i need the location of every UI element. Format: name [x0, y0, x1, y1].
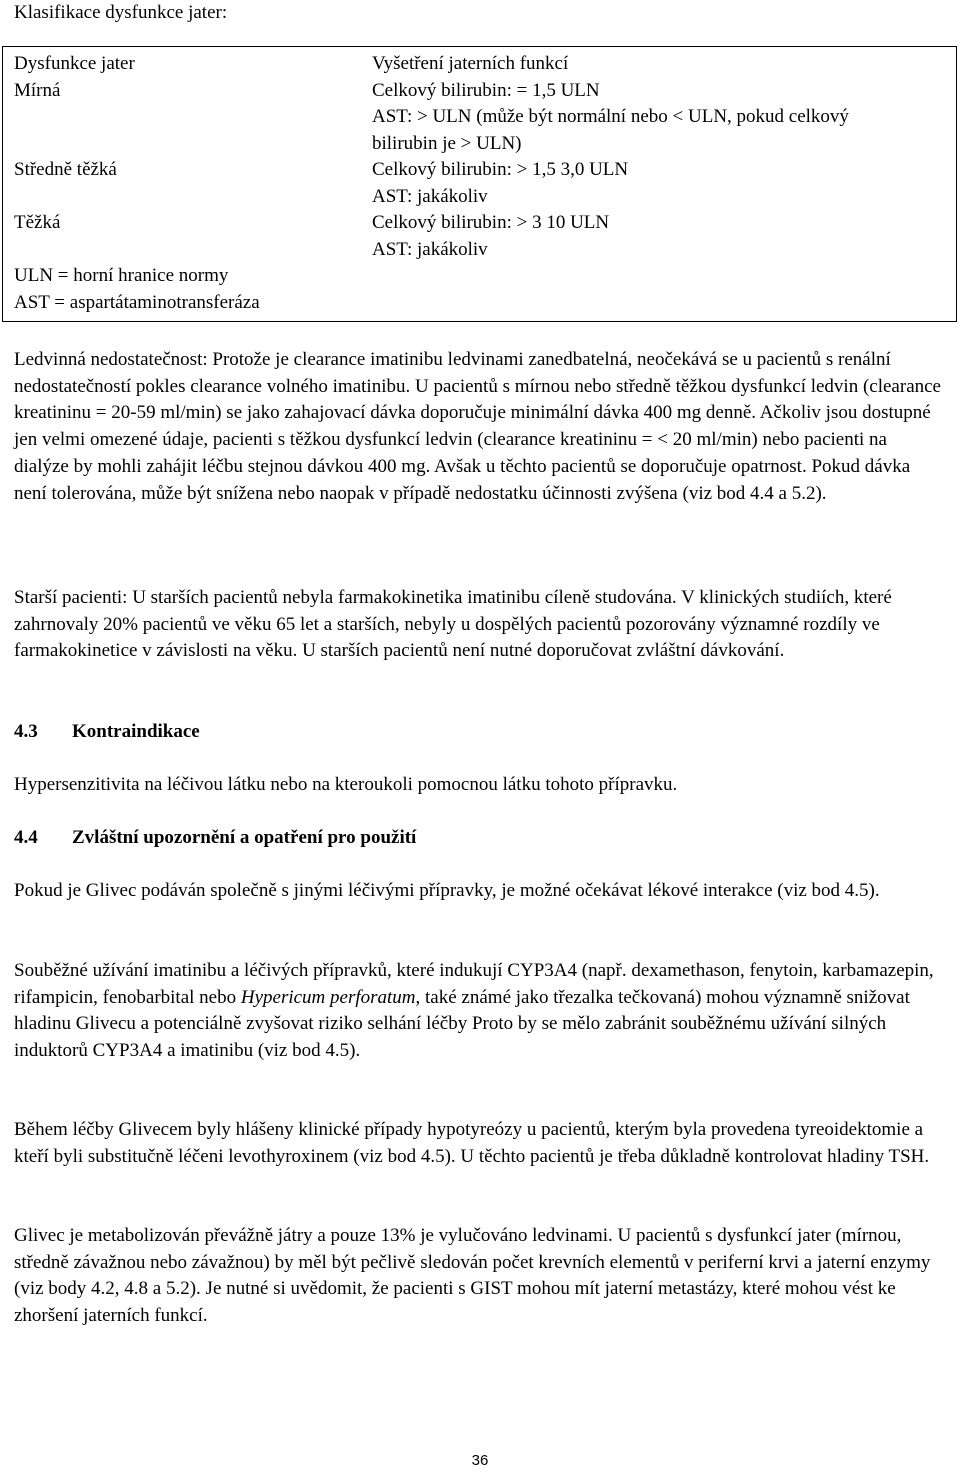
hypothyroidism-paragraph: Během léčby Glivecem byly hlášeny klinické případy hypotyreózy u pacientů, kterým byla provedena tyreoidektomie a kteří byli substitučně léčeni levothyroxinem (viz bod 4.5). U těchto pacientů je třeba důkladně kontrolovat hladiny TSH. [14, 1119, 930, 1167]
mild-line: bilirubin je > ULN) [372, 132, 522, 154]
section-title: Kontraindikace [72, 721, 200, 742]
footnote-ast: AST = aspartátaminotransferáza [14, 291, 260, 313]
severe-line: AST: jakákoliv [372, 238, 488, 260]
interactions-paragraph: Pokud je Glivec podáván společně s jinými léčivými přípravky, je možné očekávat lékové interakce (viz bod 4.5). [14, 880, 880, 901]
cyp3a4-paragraph [14, 958, 944, 1065]
moderate-line: AST: jakákoliv [372, 185, 488, 207]
hypericum-italic: Hypericum perforatum [240, 986, 416, 1008]
mild-line: AST: > ULN (může být normální nebo < ULN, pokud celkový [372, 106, 849, 127]
hepatic-metabolism-paragraph: Glivec je metabolizován převážně játry a pouze 13% je vylučováno ledvinami. U pacientů s dysfunkcí jater (mírnou, středně závažnou nebo závažnou) by měl být pečlivě sledován počet krevních elementů v periferní krvi a jaterní enzymy (viz body 4.2, 4.8 a 5.2). Je nutné si uvědomit, že pacienti s GIST mohou mít jaterní metastázy, které mohou vést ke zhoršení jaterních funkcí. [14, 1225, 931, 1327]
section-number: 4.3 [14, 721, 38, 742]
table-row [3, 210, 956, 263]
grade-mild: Mírná [14, 79, 61, 101]
grade-severe: Těžká [14, 212, 61, 233]
severe-line: Celkový bilirubin: > 3 10 ULN [372, 212, 610, 233]
table-row [3, 157, 956, 210]
section-4-4-heading [14, 825, 416, 851]
page-number: 36 [471, 1452, 489, 1469]
table-footnotes [3, 263, 956, 316]
footnote-uln: ULN = horní hranice normy [14, 265, 229, 286]
header-dysfunction: Dysfunkce jater [14, 53, 135, 74]
classification-heading: Klasifikace dysfunkce jater: [14, 2, 228, 23]
contraindication-paragraph: Hypersenzitivita na léčivou látku nebo na kteroukoli pomocnou látku tohoto přípravku. [14, 774, 678, 795]
section-number: 4.4 [14, 827, 38, 848]
grade-moderate: Středně těžká [14, 159, 117, 180]
section-title: Zvláštní upozornění a opatření pro použití [72, 827, 417, 848]
cyp3a4-text-start: Souběžné užívání imatinibu a léčivých přípravků, které indukují CYP3A4 (např. dexamethason, fenytoin, karbamazepin, rifampicin, fenobarbital nebo [14, 960, 934, 1008]
cyp3a4-text-end: , také známé jako třezalka tečkovaná) mohou významně snižovat hladinu Glivecu a potenciálně zvyšovat riziko selhání léčby Proto by se mělo zabránit souběžnému užívání silných induktorů CYP3A4 a imatinibu (viz bod 4.5). [14, 986, 910, 1062]
table-header-row [3, 51, 956, 78]
renal-insufficiency-paragraph: Ledvinná nedostatečnost: Protože je clearance imatinibu ledvinami zanedbatelná, neočekává se u pacientů s renální nedostatečností pokles clearance volného imatinibu. U pacientů s mírnou nebo středně těžkou dysfunkcí ledvin (clearance kreatininu = 20-59 ml/min) se jako zahajovací dávka doporučuje minimální dávka 400 mg denně. Ačkoliv jsou dostupné jen velmi omezené údaje, pacienti s těžkou dysfunkcí ledvin (clearance kreatininu = < 20 ml/min) nebo pacienti na dialýze by mohli zahájit léčbu stejnou dávkou 400 mg. Avšak u těchto pacientů se doporučuje opatrnost. Pokud dávka není tolerována, může být snížena nebo naopak v případě nedostatku účinnosti zvýšena (viz bod 4.4 a 5.2). [14, 349, 941, 504]
section-4-3-heading [14, 719, 200, 745]
header-tests: Vyšetření jaterních funkcí [372, 53, 569, 74]
elderly-paragraph: Starší pacienti: U starších pacientů nebyla farmakokinetika imatinibu cíleně studována. V klinických studiích, které zahrnovaly 20% pacientů ve věku 65 let a starších, nebyly u dospělých pacientů pozorovány významné rozdíly ve farmakokinetice v závislosti na věku. U starších pacientů není nutné doporučovat zvláštní dávkování. [14, 587, 892, 662]
mild-line: Celkový bilirubin: = 1,5 ULN [372, 79, 600, 101]
moderate-line: Celkový bilirubin: > 1,5 3,0 ULN [372, 159, 629, 180]
liver-dysfunction-table [2, 46, 957, 322]
table-row [3, 78, 956, 158]
